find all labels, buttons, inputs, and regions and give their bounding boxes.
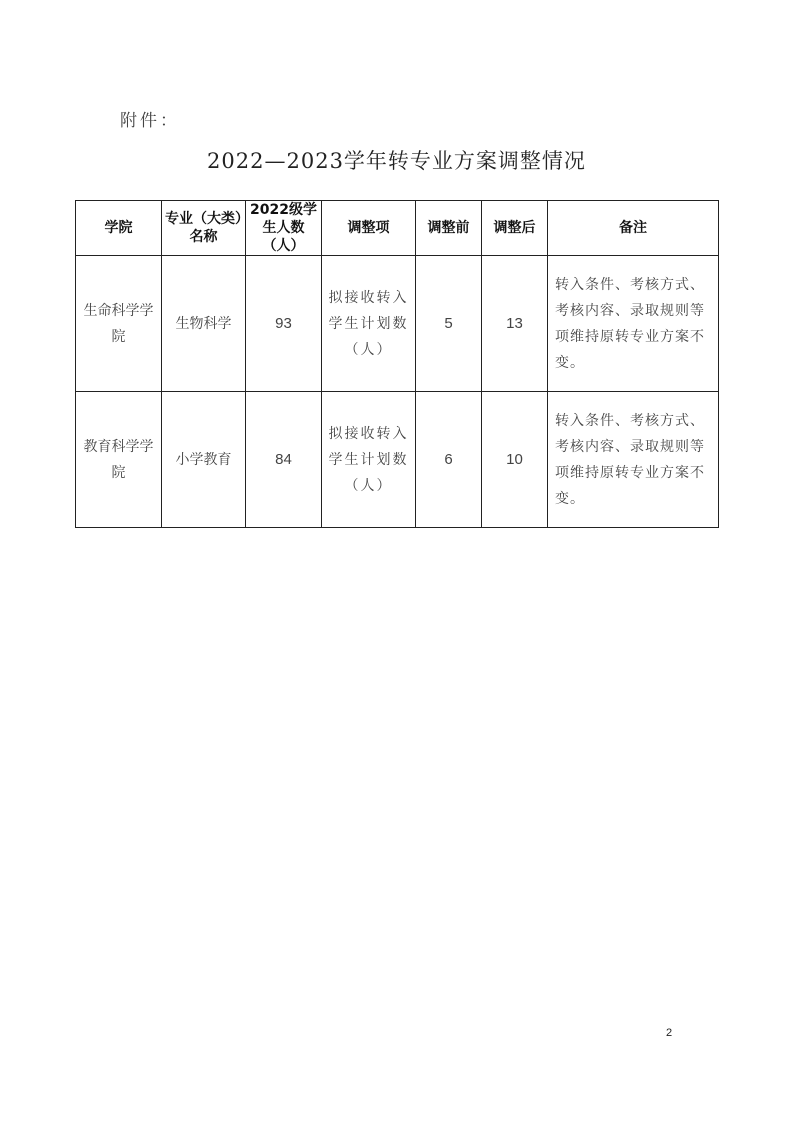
- cell-after: 10: [482, 392, 548, 528]
- cell-before: 5: [416, 256, 482, 392]
- table-row: [76, 256, 719, 392]
- adjustment-table: [75, 200, 719, 528]
- header-before: 调整前: [416, 201, 482, 256]
- cell-adjust-item: 拟接收转入学生计划数（人）: [322, 392, 416, 528]
- cell-after: 13: [482, 256, 548, 392]
- page-number: 2: [666, 1027, 673, 1039]
- header-adjust-item: 调整项: [322, 201, 416, 256]
- cell-remark: 转入条件、考核方式、考核内容、录取规则等项维持原转专业方案不变。: [548, 392, 719, 528]
- cell-remark: 转入条件、考核方式、考核内容、录取规则等项维持原转专业方案不变。: [548, 256, 719, 392]
- cell-college: 教育科学学院: [76, 392, 162, 528]
- table-header-row: [76, 201, 719, 256]
- table-row: [76, 392, 719, 528]
- cell-students-2022: 84: [246, 392, 322, 528]
- header-college: 学院: [76, 201, 162, 256]
- header-remark: 备注: [548, 201, 719, 256]
- attachment-label: 附件：: [120, 111, 180, 131]
- header-major: 专业（大类）名称: [162, 201, 246, 256]
- cell-students-2022: 93: [246, 256, 322, 392]
- header-after: 调整后: [482, 201, 548, 256]
- cell-before: 6: [416, 392, 482, 528]
- cell-adjust-item: 拟接收转入学生计划数（人）: [322, 256, 416, 392]
- document-title: 2022—2023学年转专业方案调整情况: [207, 149, 586, 173]
- cell-major: 小学教育: [162, 392, 246, 528]
- cell-college: 生命科学学院: [76, 256, 162, 392]
- cell-major: 生物科学: [162, 256, 246, 392]
- header-students-2022: 2022级学生人数（人）: [246, 201, 322, 256]
